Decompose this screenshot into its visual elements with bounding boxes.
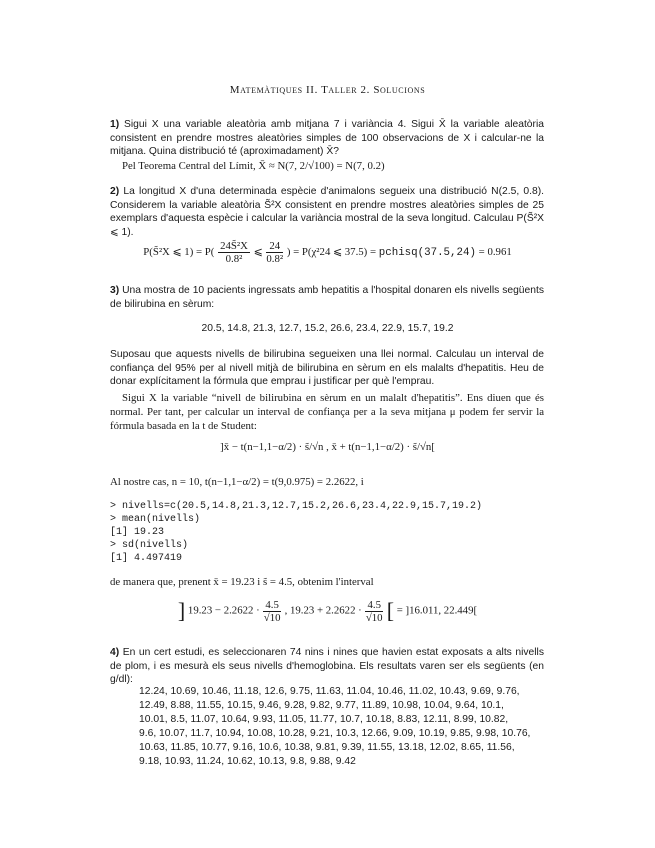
bilirubin-values: 20.5, 14.8, 21.3, 12.7, 15.2, 26.6, 23.4, 22.9, 15.7, 19.2 bbox=[201, 323, 454, 334]
fraction-denominator: 0.8² bbox=[225, 253, 243, 265]
fraction-numerator: 4.5 bbox=[367, 598, 381, 611]
data-line: 9.18, 10.93, 11.24, 10.62, 10.13, 9.8, 9.88, 9.42 bbox=[139, 756, 356, 768]
formula-left: P(S̃²X ⩽ 1) = P( bbox=[143, 245, 215, 258]
open-bracket: ] bbox=[177, 598, 186, 623]
answer-3-conclusion: de manera que, prenent x̄ = 19.23 i s̃ = 4.5, obtenim l'interval bbox=[110, 576, 374, 588]
question-number: 2) bbox=[110, 186, 120, 197]
fraction-denominator: √10 bbox=[263, 611, 281, 624]
lower-bound-expr: 19.23 − 2.2622 · bbox=[187, 604, 260, 617]
upper-bound-expr: , 19.23 + 2.2622 · bbox=[284, 604, 362, 617]
interval-result bbox=[0, 598, 655, 624]
interval-formula: ]x̄ − t(n−1,1−α/2) · s̃/√n , x̄ + t(n−1,1−α/2) · s̃/√n[ bbox=[220, 441, 435, 453]
question-1 bbox=[110, 118, 544, 159]
fraction-numerator: 24S̃²X bbox=[220, 240, 248, 252]
question-3 bbox=[110, 284, 544, 311]
data-line: 10.01, 8.5, 11.07, 10.64, 9.93, 11.05, 11.77, 10.7, 10.18, 8.83, 12.11, 8.99, 10.82, bbox=[139, 714, 509, 726]
interval-final: = ]16.011, 22.449[ bbox=[396, 604, 478, 617]
r-code-inline: pchisq(37.5,24) bbox=[378, 246, 476, 259]
fraction-denominator: 0.8² bbox=[266, 253, 284, 265]
data-line: 12.49, 8.88, 11.55, 10.15, 9.46, 9.28, 9.82, 9.77, 11.89, 10.98, 10.04, 9.64, 10.1, bbox=[139, 700, 504, 712]
code-line: > mean(nivells) bbox=[110, 514, 201, 525]
fraction-numerator: 24 bbox=[266, 240, 283, 253]
formula-2 bbox=[0, 240, 655, 265]
fraction bbox=[263, 599, 281, 624]
formula-result: = 0.961 bbox=[478, 245, 512, 258]
question-4 bbox=[110, 646, 544, 687]
inequality-sign: ⩽ bbox=[253, 245, 263, 258]
question-text: La longitud X d'una determinada espècie d'animalons segueix una distribució N(2.5, 0.8). Considerem la variable aleatòria S̃²X consistent en prendre mostres aleatòries simples de 25 exemplars d'aquesta espècie i calcular la variància mostral de la seva longitud. Calculau P(S̃²X ⩽ 1). bbox=[110, 186, 544, 238]
close-bracket: [ bbox=[386, 598, 395, 623]
r-code-block bbox=[110, 500, 482, 565]
answer-3-intro: Sigui X la variable “nivell de bilirubina en sèrum en un malalt d'hepatitis”. Ens diuen que és normal. Per tant, per calcular un interval de confiança per a la seva mitjana μ podem fer servir la fórmula basada en la t de Student: bbox=[110, 392, 544, 432]
question-number: 1) bbox=[110, 119, 120, 130]
code-line: > sd(nivells) bbox=[110, 540, 189, 551]
fraction bbox=[218, 240, 250, 265]
code-line: > nivells=c(20.5,14.8,21.3,12.7,15.2,26.6,23.4,22.9,15.7,19.2) bbox=[110, 501, 483, 512]
answer-1 bbox=[122, 160, 542, 174]
page-title: Matemàtiques II. Taller 2. Solucions bbox=[229, 84, 426, 96]
answer-intro: Pel Teorema Central del Límit, bbox=[122, 160, 256, 172]
fraction bbox=[266, 240, 283, 265]
answer-3-values: Al nostre cas, n = 10, t(n−1,1−α/2) = t(9,0.975) = 2.2622, i bbox=[110, 476, 364, 488]
question-3-instructions: Suposau que aquests nivells de bilirubina segueixen una llei normal. Calculau un interval de confiança del 95% per al nivell mitjà de bilirubina en sèrum en els malalts d'hepatitis. Heu de donar explícitament la fórmula que emprau i justificar per què l'emprau. bbox=[110, 349, 544, 388]
question-2 bbox=[110, 185, 544, 239]
code-line: [1] 19.23 bbox=[110, 527, 165, 538]
data-line: 10.63, 11.85, 10.77, 9.16, 10.6, 10.38, 9.81, 9.39, 11.55, 13.18, 12.02, 8.65, 11.56, bbox=[139, 742, 515, 754]
fraction bbox=[365, 599, 383, 624]
question-number: 3) bbox=[110, 285, 120, 296]
fraction-numerator: 4.5 bbox=[265, 598, 279, 611]
question-text: Una mostra de 10 pacients ingressats amb hepatitis a l'hospital donaren els nivells següents de bilirubina en sèrum: bbox=[110, 285, 544, 310]
answer-formula: X̄ ≈ N(7, 2/√100) = N(7, 0.2) bbox=[258, 160, 385, 172]
question-text: Sigui X una variable aleatòria amb mitjana 7 i variància 4. Sigui X̄ la variable aleatòria consistent en prendre mostres aleatòries simples de 100 observacions de X i calcular-ne la mitjana. Quina distribució té (aproximadament) X̄? bbox=[110, 119, 544, 158]
formula-mid: ) = P(χ²24 ⩽ 37.5) = bbox=[286, 245, 377, 258]
code-line: [1] 4.497419 bbox=[110, 553, 183, 564]
question-number: 4) bbox=[110, 647, 120, 658]
hemoglobin-data bbox=[139, 685, 539, 770]
question-text: En un cert estudi, es seleccionaren 74 nins i nines que havien estat exposats a alts nivells de plom, i es mesurà els seus nivells d'hemoglobina. Els resultats varen ser els següents (en g/dl): bbox=[110, 647, 544, 686]
data-line: 9.6, 10.07, 11.7, 10.94, 10.08, 10.28, 9.21, 10.3, 12.66, 9.09, 10.19, 9.85, 9.98, 10.76, bbox=[139, 728, 531, 740]
fraction-denominator: √10 bbox=[365, 611, 383, 624]
data-line: 12.24, 10.69, 10.46, 11.18, 12.6, 9.75, 11.63, 11.04, 10.46, 11.02, 10.43, 9.69, 9.76, bbox=[139, 686, 520, 697]
